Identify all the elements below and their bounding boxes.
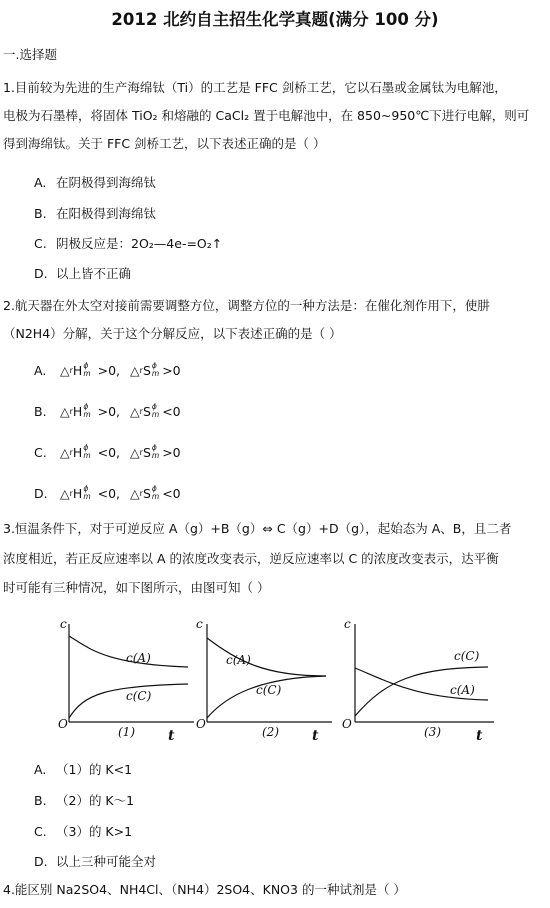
- q1-option-c: [34, 234, 222, 252]
- q1-stem-line: 电极为石墨棒，将固体 TiO₂ 和熔融的 CaCl₂ 置于电解池中，在 850~950℃下进行电解，则可: [3, 108, 530, 123]
- graph-2: [207, 624, 332, 722]
- q3-option-a: [34, 760, 132, 778]
- entropy-term: △ r S ϕ m <0: [130, 484, 181, 501]
- enthalpy-term: △ r H ϕ m >0,: [59, 361, 121, 378]
- option-label: B.: [34, 403, 47, 419]
- delta-symbol: △: [59, 485, 70, 501]
- q2-option-d: [34, 485, 181, 501]
- q3-stem-line: 时可能有三种情况，如下图所示，由图可知（ ）: [3, 580, 270, 595]
- option-text: 以上三种可能全对: [56, 854, 157, 869]
- graph-3: [355, 624, 494, 722]
- option-label: C.: [34, 236, 47, 251]
- option-label: D.: [34, 266, 48, 281]
- entropy-term: △ r S ϕ m >0: [130, 361, 181, 378]
- option-text: （1）的 K<1: [56, 762, 133, 777]
- graph-caption: (2): [262, 725, 279, 739]
- series-label-lower: c(C): [126, 689, 152, 703]
- q1-stem-line: 得到海绵钛。关于 FFC 剑桥工艺，以下表述正确的是（ ）: [3, 136, 326, 151]
- x-axis-label: t: [312, 728, 319, 744]
- delta-symbol: △: [130, 444, 140, 460]
- delta-symbol: △: [59, 403, 70, 419]
- option-label: C.: [34, 824, 47, 839]
- enthalpy-term: △ r H ϕ m <0,: [59, 484, 121, 501]
- graph-caption: (1): [118, 725, 135, 739]
- delta-symbol: △: [130, 362, 140, 378]
- q3-option-c: [34, 822, 132, 840]
- series-label-upper: c(A): [226, 653, 251, 667]
- option-label: A.: [34, 762, 47, 777]
- entropy-term: △ r S ϕ m <0: [130, 402, 181, 419]
- option-label: C.: [34, 444, 47, 460]
- q1-option-b: [34, 204, 156, 222]
- page-title: 2012 北约自主招生化学真题(满分 100 分): [111, 10, 439, 29]
- option-label: D.: [34, 485, 48, 501]
- q1-stem-line: 1.目前较为先进的生产海绵钛（Ti）的工艺是 FFC 剑桥工艺，它以石墨或金属钛为电解池，: [3, 80, 507, 95]
- option-label: D.: [34, 854, 48, 869]
- option-text: （2）的 K～1: [56, 793, 135, 808]
- q4-stem-line: 4.能区别 Na2SO4、NH4Cl、（NH4）2SO4、KNO3 的一种试剂是（ ）: [3, 882, 406, 897]
- q1-option-a: [34, 173, 156, 191]
- enthalpy-term: △ r H ϕ m <0,: [59, 443, 121, 460]
- series-label-lower: c(C): [256, 683, 282, 697]
- option-text: 阴极反应是：2O₂—4e-=O₂↑: [56, 236, 223, 251]
- q2-option-a: [34, 362, 181, 378]
- q2-stem-line: 2.航天器在外太空对接前需要调整方位，调整方位的一种方法是：在催化剂作用下，使肼: [3, 298, 490, 313]
- q2-option-c: [34, 444, 181, 460]
- graph-caption: (3): [424, 725, 441, 739]
- option-text: （3）的 K>1: [56, 824, 133, 839]
- origin-label: O: [342, 717, 352, 731]
- section-heading: 一.选择题: [3, 47, 57, 62]
- q1-option-d: [34, 264, 131, 282]
- option-label: B.: [34, 793, 47, 808]
- q2-stem-line: （N2H4）分解，关于这个分解反应，以下表述正确的是（ ）: [3, 326, 342, 341]
- q2-option-b: [34, 403, 181, 419]
- origin-label: O: [196, 717, 206, 731]
- option-label: B.: [34, 206, 47, 221]
- y-axis-label: c: [344, 617, 351, 631]
- option-text: 在阴极得到海绵钛: [56, 175, 157, 190]
- x-axis-label: t: [476, 728, 483, 744]
- enthalpy-term: △ r H ϕ m >0,: [59, 402, 121, 419]
- series-label-upper: c(C): [454, 649, 480, 663]
- q3-stem-line: 浓度相近，若正反应速率以 A 的浓度改变表示，逆反应速率以 C 的浓度改变表示，达平衡: [3, 551, 499, 566]
- curve-c-a: [207, 638, 326, 676]
- option-text: 在阳极得到海绵钛: [56, 206, 157, 221]
- y-axis-label: c: [196, 617, 203, 631]
- delta-symbol: △: [59, 444, 70, 460]
- option-label: A.: [34, 175, 47, 190]
- delta-symbol: △: [59, 362, 70, 378]
- graph-1: [69, 624, 194, 722]
- y-axis-label: c: [60, 617, 67, 631]
- origin-label: O: [58, 717, 68, 731]
- q3-option-d: [34, 852, 156, 870]
- option-text: 以上皆不正确: [56, 266, 132, 281]
- concentration-graphs: [44, 612, 504, 746]
- series-label-lower: c(A): [450, 683, 475, 697]
- q3-option-b: [34, 791, 134, 809]
- delta-symbol: △: [130, 403, 140, 419]
- x-axis-label: t: [168, 728, 175, 744]
- option-label: A.: [34, 362, 47, 378]
- series-label-upper: c(A): [126, 651, 151, 665]
- q3-stem-line: 3.恒温条件下，对于可逆反应 A（g）+B（g）⇔ C（g）+D（g），起始态为 A、B，且二者: [3, 521, 512, 536]
- delta-symbol: △: [130, 485, 140, 501]
- entropy-term: △ r S ϕ m >0: [130, 443, 181, 460]
